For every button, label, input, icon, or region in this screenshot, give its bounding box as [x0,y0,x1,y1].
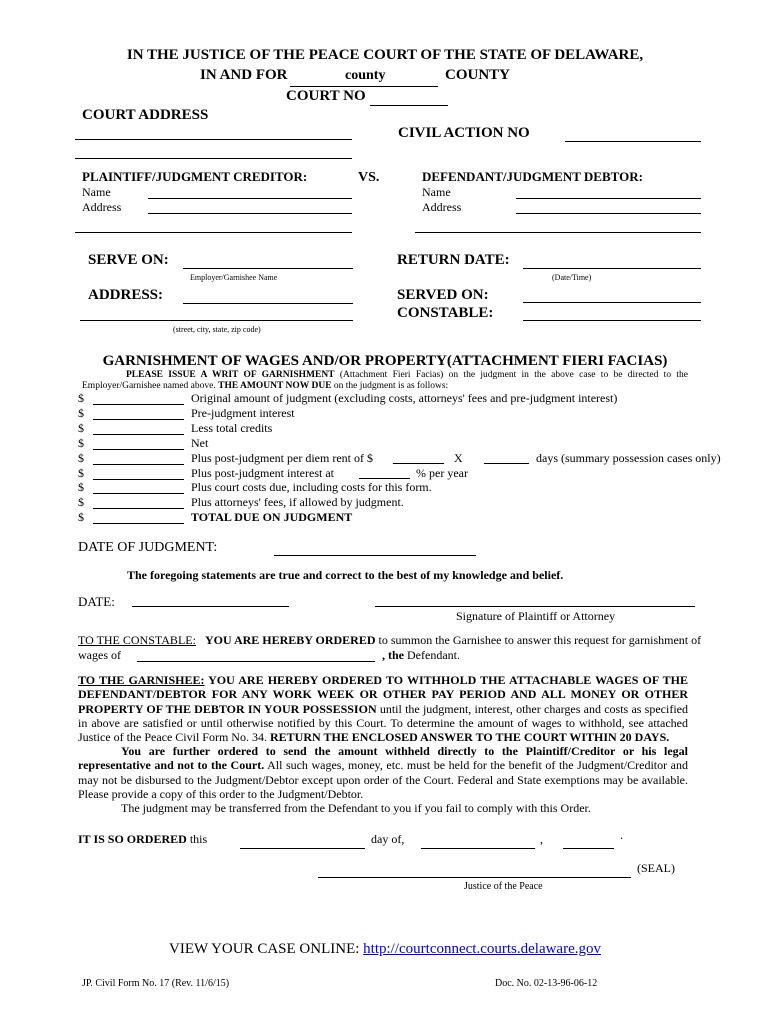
date-field[interactable] [132,606,289,607]
times-x: X [454,451,463,465]
doc-number: Doc. No. 02-13-96-06-12 [495,978,598,989]
intro-text-1: (Attachment Fieri Facias) on the judgment in the above case to be directed to the [334,370,688,380]
served-on-label: SERVED ON: [397,287,489,303]
transfer-text: The judgment may be transferred from the Defendant to you if you fail to comply with this Order. [121,801,591,815]
court-address-line-2[interactable] [75,158,352,159]
plaintiff-address-field[interactable] [148,213,352,214]
amount-label: Original amount of judgment (excluding costs, attorneys' fees and pre-judgment interest) [191,391,618,405]
seal-label: (SEAL) [637,861,675,875]
serve-address-field[interactable] [183,303,353,304]
amount-currency: $ [78,435,84,450]
online-label: VIEW YOUR CASE ONLINE: [169,941,364,957]
period-mark: . [620,828,623,842]
wages-of-label: wages of [78,648,121,662]
amount-field[interactable] [93,464,184,465]
amount-label: TOTAL DUE ON JUDGMENT [191,510,353,525]
signature-caption: Signature of Plaintiff or Attorney [456,609,616,623]
civil-action-label: CIVIL ACTION NO [398,125,530,141]
comma-sep: , [540,832,543,846]
signature-field[interactable] [375,606,695,607]
plaintiff-name-label: Name [82,185,111,199]
days-text: days (summary possession cases only) [536,451,721,465]
plaintiff-address-field-2[interactable] [75,232,352,233]
per-year-text: % per year [416,466,468,480]
ordered-month-field[interactable] [421,848,535,849]
date-label: DATE: [78,594,115,609]
per-diem-rent-field[interactable] [393,463,444,464]
serve-address-field-2[interactable] [80,320,353,321]
county-field[interactable] [290,86,438,87]
intro-bold-1: PLEASE ISSUE A WRIT OF GARNISHMENT [126,370,335,380]
amount-label: Net [191,435,209,450]
county-label: COUNTY [445,67,511,83]
return-date-label: RETURN DATE: [397,252,510,268]
defendant-word: Defendant. [404,648,460,662]
ordered-label: YOU ARE HEREBY ORDERED [204,633,376,647]
amount-field[interactable] [93,449,184,450]
wages-of-field[interactable] [137,661,375,662]
court-address-label: COURT ADDRESS [82,107,209,123]
garnishment-title: GARNISHMENT OF WAGES AND/OR PROPERTY(ATTACHMENT FIERI FACIAS) [102,353,668,369]
amount-label: Plus post-judgment per diem rent of $ [191,450,373,465]
ordered-day-field[interactable] [240,848,365,849]
judgment-date-label: DATE OF JUDGMENT: [78,540,218,555]
online-text [0,941,770,958]
intro-bold-2: THE AMOUNT NOW DUE [218,381,332,391]
plaintiff-address-label: Address [82,200,122,214]
garnishee-order-p1 [78,673,688,744]
court-no-label: COURT NO [286,88,366,104]
amount-currency: $ [78,405,84,420]
amount-field[interactable] [93,404,184,405]
amount-currency: $ [78,420,84,435]
court-no-field[interactable] [370,105,448,106]
interest-rate-field[interactable] [359,478,410,479]
served-on-field[interactable] [523,302,701,303]
further-ordered-bold: You are further ordered to send the amount withheld directly to the Plaintiff/Creditor or his legal representative and not to the Court. [78,744,688,773]
amount-field[interactable] [93,508,184,509]
form-number: JP. Civil Form No. 17 (Rev. 11/6/15) [82,978,230,989]
amount-field[interactable] [93,419,184,420]
so-ordered-bold: IT IS SO ORDERED [78,832,187,846]
affirmation-text: The foregoing statements are true and correct to the best of my knowledge and belief. [127,568,564,582]
return-answer-text: RETURN THE ENCLOSED ANSWER TO THE COURT WITHIN 20 DAYS. [269,730,670,745]
constable-order-text: to summon the Garnishee to answer this request for garnishment of [375,633,702,647]
further-ordered-text: All such wages, money, etc. must be held for the benefit of the Judgment/Creditor and may not be disbursed to the Judgment/Debtor except upon order of the Court. Federal and State exemptions may be available. Please provide a copy of this order to the Judgment/Debtor. [78,758,688,801]
intro-text-2: Employer/Garnishee named above. [82,381,219,391]
amount-currency: $ [78,465,84,480]
court-title: IN THE JUSTICE OF THE PEACE COURT OF THE STATE OF DELAWARE, [126,47,644,63]
defendant-address-field-2[interactable] [415,232,701,233]
serve-on-label: SERVE ON: [88,252,169,268]
amount-field[interactable] [93,493,184,494]
defendant-name-field[interactable] [516,198,701,199]
in-and-for-label: IN AND FOR [200,67,288,83]
constable-field[interactable] [523,320,701,321]
justice-signature-field[interactable] [318,877,631,878]
judgment-date-field[interactable] [274,555,476,556]
address-caption: (street, city, state, zip code) [173,325,261,334]
vs-label: VS. [358,170,380,185]
amount-label: Plus attorneys' fees, if allowed by judgment. [191,495,404,510]
garnishee-order-bold: YOU ARE HEREBY ORDERED TO WITHHOLD THE ATTACHABLE WAGES OF THE DEFENDANT/DEBTOR FOR ANY WORK WEEK OR OTHER PAY PERIOD AND ALL MONEY OR OTHER PROPERTY OF THE DEBTOR IN YOUR POSSESSION [78,673,689,716]
courtconnect-link[interactable]: http://courtconnect.courts.delaware.gov [363,941,601,957]
amount-currency: $ [78,480,84,495]
date-caption: (Date/Time) [552,273,592,282]
plaintiff-name-field[interactable] [148,198,352,199]
plaintiff-title: PLAINTIFF/JUDGMENT CREDITOR: [82,169,308,184]
garnishment-intro [82,370,688,392]
county-value: county [345,68,386,83]
amount-field[interactable] [93,434,184,435]
address-label: ADDRESS: [88,287,164,303]
return-date-field[interactable] [523,268,701,269]
amount-label: Plus post-judgment interest at [191,465,334,480]
justice-caption: Justice of the Peace [464,881,543,892]
amount-label: Pre-judgment interest [191,405,295,420]
court-address-line-1[interactable] [75,139,352,140]
defendant-address-label: Address [422,200,462,214]
serve-on-field[interactable] [183,268,353,269]
so-ordered-this: this [186,832,208,846]
employer-caption: Employer/Garnishee Name [190,273,278,282]
to-constable-label: TO THE CONSTABLE: [78,633,196,647]
defendant-name-label: Name [422,185,451,199]
defendant-title: DEFENDANT/JUDGMENT DEBTOR: [422,169,643,184]
amount-currency: $ [78,450,84,465]
civil-action-field[interactable] [565,141,701,142]
garnishee-order-text: until the judgment, interest, other charges and costs as specified in above are satisfied or until otherwise notified by this Court. To determine the amount of wages to withhold, see attached Justice of the Peace Civil Form No. 34. [78,701,688,745]
day-of-label: day of, [371,832,405,846]
defendant-address-field[interactable] [516,213,701,214]
to-garnishee-label: TO THE GARNISHEE: [78,673,205,687]
ordered-year-field[interactable] [563,848,614,849]
garnishee-order-p2 [78,744,688,801]
the-label: , the [382,648,404,662]
amount-field[interactable] [93,523,184,524]
amount-label: Less total credits [191,420,273,435]
so-ordered-label [78,832,207,847]
defendant-suffix [382,648,460,663]
amount-currency: $ [78,495,84,510]
intro-text-3: on the judgment is as follows: [331,381,449,391]
constable-order [78,633,701,648]
amount-currency: $ [78,391,84,405]
amount-label: Plus court costs due, including costs for this form. [191,480,432,495]
amount-field[interactable] [93,479,184,480]
days-field[interactable] [484,463,529,464]
amount-currency: $ [78,510,84,525]
constable-label: CONSTABLE: [397,305,494,321]
